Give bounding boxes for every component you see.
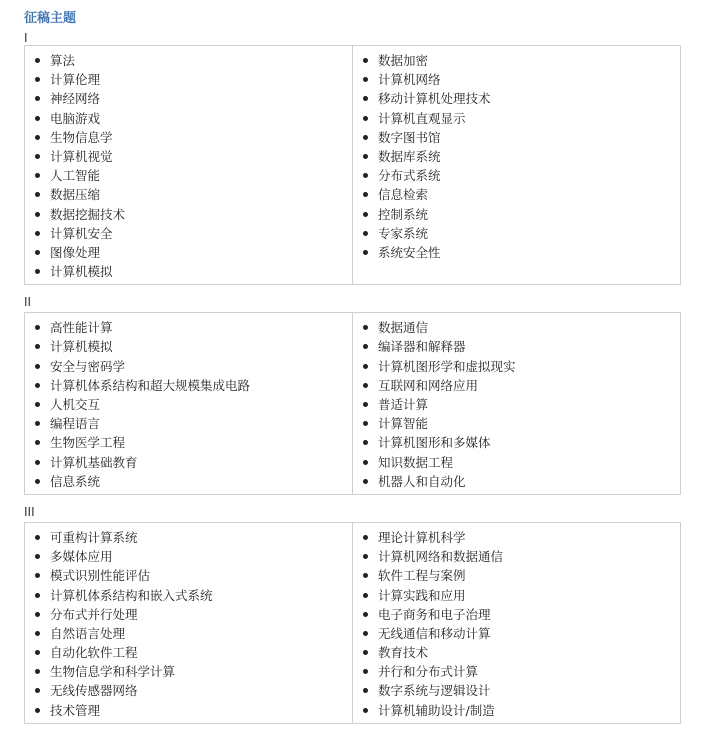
topic-list	[25, 51, 352, 281]
topic-item: 生物医学工程	[25, 433, 352, 452]
topic-item: 计算机图形和多媒体	[353, 433, 680, 452]
topic-item: 计算机模拟	[25, 337, 352, 356]
topic-item: 数字系统与逻辑设计	[353, 681, 680, 700]
topic-item: 知识数据工程	[353, 453, 680, 472]
topic-item: 计算机网络	[353, 70, 680, 89]
topic-item: 计算伦理	[25, 70, 352, 89]
topic-item: 计算机安全	[25, 224, 352, 243]
topic-item: 多媒体应用	[25, 547, 352, 566]
topic-item: 自动化软件工程	[25, 643, 352, 662]
topic-item: 教育技术	[353, 643, 680, 662]
topic-item: 可重构计算系统	[25, 528, 352, 547]
topics-column-left	[25, 522, 353, 723]
topic-item: 生物信息学	[25, 128, 352, 147]
topics-column-left	[25, 46, 353, 285]
topics-page	[24, 10, 681, 724]
topic-item: 数据压缩	[25, 185, 352, 204]
topic-item: 安全与密码学	[25, 357, 352, 376]
topic-item: 人工智能	[25, 166, 352, 185]
topic-list	[25, 318, 352, 491]
topic-item: 电脑游戏	[25, 109, 352, 128]
topic-list	[25, 528, 352, 720]
topic-item: 人机交互	[25, 395, 352, 414]
topics-column-right	[353, 313, 681, 495]
topic-item: 移动计算机处理技术	[353, 89, 680, 108]
topic-item: 普适计算	[353, 395, 680, 414]
topics-column-right	[353, 46, 681, 285]
topic-item: 计算机体系结构和嵌入式系统	[25, 586, 352, 605]
topic-item: 计算机体系结构和超大规模集成电路	[25, 376, 352, 395]
topic-item: 技术管理	[25, 701, 352, 720]
topic-item: 无线通信和移动计算	[353, 624, 680, 643]
topics-column-left	[25, 313, 353, 495]
topic-item: 机器人和自动化	[353, 472, 680, 491]
topic-item: 计算实践和应用	[353, 586, 680, 605]
topic-item: 数字图书馆	[353, 128, 680, 147]
topic-item: 计算机网络和数据通信	[353, 547, 680, 566]
topic-item: 计算机基础教育	[25, 453, 352, 472]
topic-item: 模式识别性能评估	[25, 566, 352, 585]
section-label: II	[24, 295, 32, 310]
topic-item: 高性能计算	[25, 318, 352, 337]
topic-item: 系统安全性	[353, 243, 680, 262]
topic-item: 电子商务和电子治理	[353, 605, 680, 624]
topic-item: 神经网络	[25, 89, 352, 108]
topics-table	[24, 312, 681, 495]
topics-column-right	[353, 522, 681, 723]
section-label: III	[24, 504, 35, 519]
topic-item: 数据库系统	[353, 147, 680, 166]
topic-item: 自然语言处理	[25, 624, 352, 643]
topic-item: 编译器和解释器	[353, 337, 680, 356]
topic-item: 软件工程与案例	[353, 566, 680, 585]
topic-item: 专家系统	[353, 224, 680, 243]
topics-table	[24, 45, 681, 285]
topic-item: 计算机直观显示	[353, 109, 680, 128]
topic-list	[353, 318, 680, 491]
topic-item: 无线传感器网络	[25, 681, 352, 700]
topic-item: 数据加密	[353, 51, 680, 70]
topics-table	[24, 522, 681, 724]
topic-list	[353, 528, 680, 720]
topic-item: 计算机图形学和虚拟现实	[353, 357, 680, 376]
topic-item: 信息系统	[25, 472, 352, 491]
topic-item: 图像处理	[25, 243, 352, 262]
topic-item: 并行和分布式计算	[353, 662, 680, 681]
page-title: 征稿主题	[24, 11, 77, 26]
topic-item: 编程语言	[25, 414, 352, 433]
topic-item: 计算机辅助设计/制造	[353, 701, 680, 720]
topic-item: 互联网和网络应用	[353, 376, 680, 395]
topic-item: 生物信息学和科学计算	[25, 662, 352, 681]
topic-item: 计算机视觉	[25, 147, 352, 166]
topic-item: 分布式系统	[353, 166, 680, 185]
topic-item: 理论计算机科学	[353, 528, 680, 547]
topic-item: 算法	[25, 51, 352, 70]
topic-item: 计算机模拟	[25, 262, 352, 281]
topic-item: 控制系统	[353, 205, 680, 224]
topic-item: 数据通信	[353, 318, 680, 337]
topic-item: 信息检索	[353, 185, 680, 204]
topic-list	[353, 51, 680, 262]
topic-item: 数据挖掘技术	[25, 205, 352, 224]
topic-item: 分布式并行处理	[25, 605, 352, 624]
topic-item: 计算智能	[353, 414, 680, 433]
section-label: I	[24, 31, 28, 45]
